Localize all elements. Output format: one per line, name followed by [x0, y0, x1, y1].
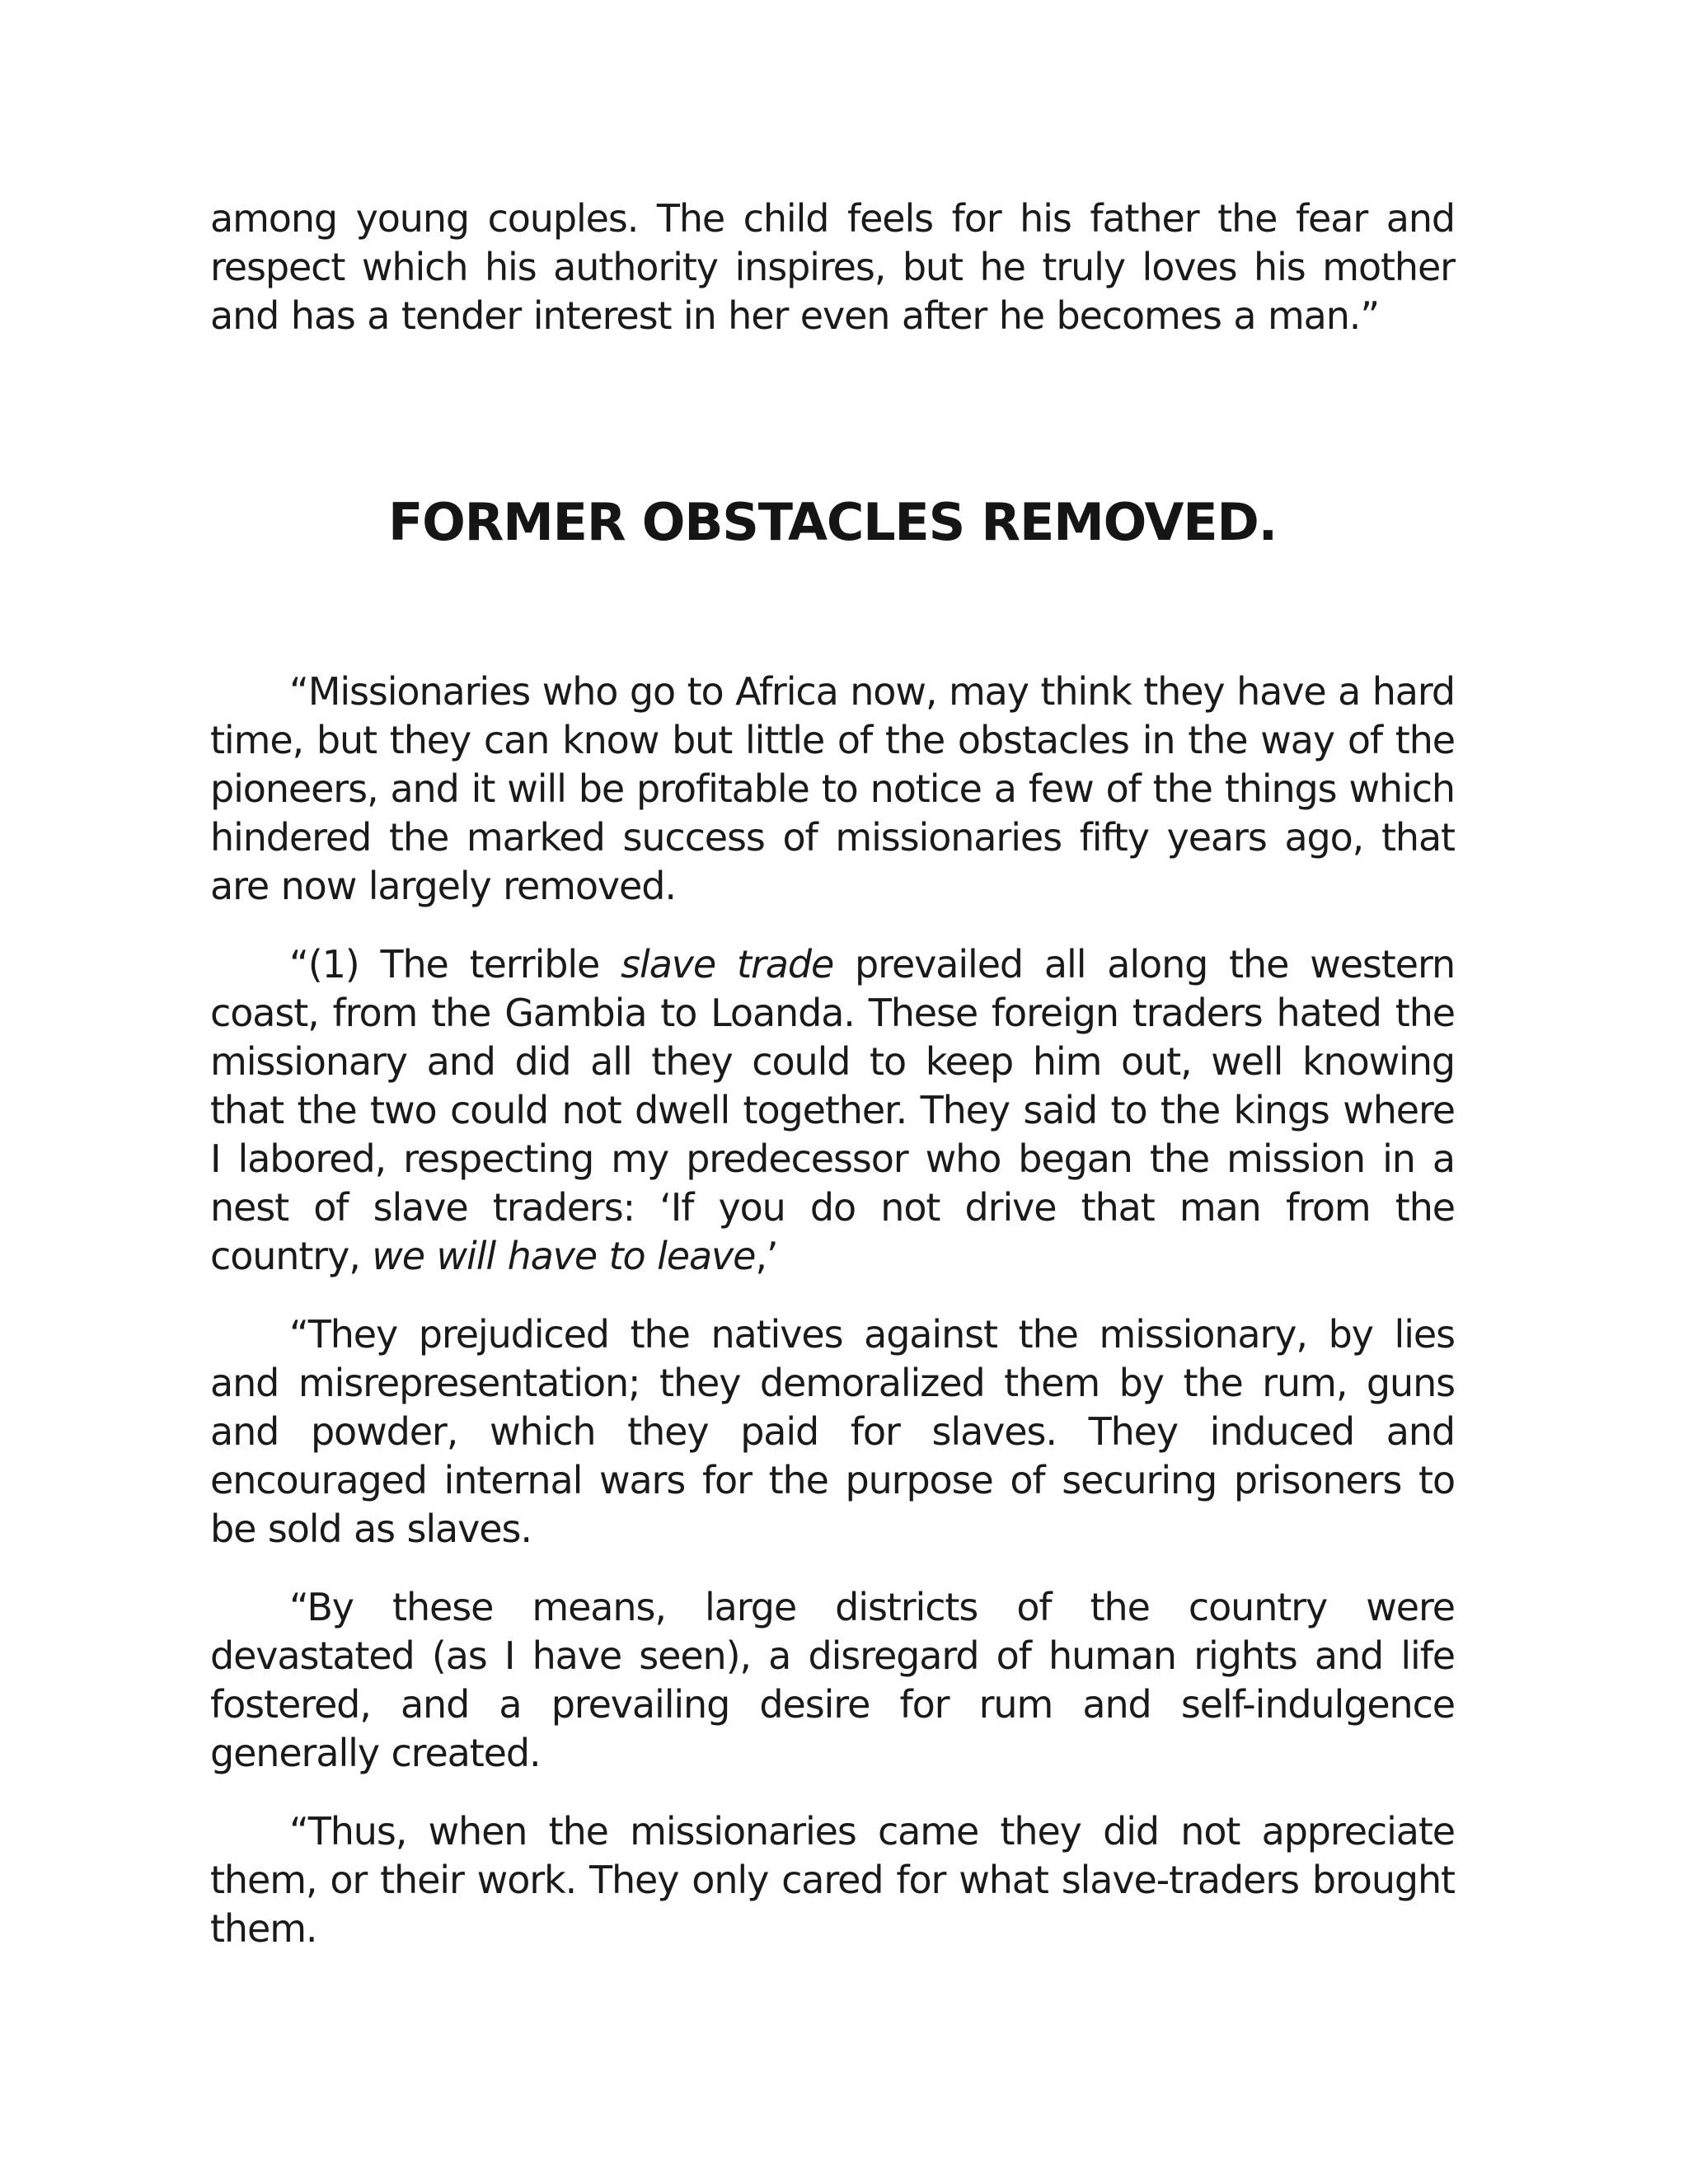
paragraph-2-text-c: prevailed all along the western coast, from the Gambia to Loanda. These foreign traders hated the missionary and did all they could to keep him out, well knowing that the two could not dwell together. They said to the kings where I labored, respecting my predecessor who began the mission in a nest of slave traders: ‘If you do not drive that man from the country,	[210, 942, 1455, 1278]
section-heading: FORMER OBSTACLES REMOVED.	[387, 492, 1278, 552]
paragraph-2-italic-leave: we will have to leave	[372, 1234, 756, 1278]
paragraph-2-text-a: “(1) The terrible	[289, 942, 621, 987]
spacer	[210, 1554, 1455, 1583]
spacer	[210, 340, 1455, 493]
paragraph-3: “They prejudiced the natives against the missionary, by lies and misrepresentation; they demoralized them by the rum, guns and powder, which they paid for slaves. They induced and encouraged internal wars for the purpose of securing prisoners to be sold as slaves.	[210, 1312, 1455, 1551]
paragraph-2-italic-slave-trade: slave trade	[621, 942, 834, 987]
page-content	[210, 194, 1455, 1953]
spacer	[210, 1778, 1455, 1807]
spacer	[210, 1281, 1455, 1310]
paragraph-2-text-e: ,’	[755, 1234, 778, 1278]
paragraph-4: “By these means, large districts of the country were devastated (as I have seen), a disregard of human rights and life fostered, and a prevailing desire for rum and self-indulgence generally created.	[210, 1585, 1455, 1775]
spacer	[210, 911, 1455, 940]
spacer	[210, 552, 1455, 668]
paragraph-1: “Missionaries who go to Africa now, may think they have a hard time, but they can know but little of the obstacles in the way of the pioneers, and it will be profitable to notice a few of the things which hindered the marked success of missionaries fifty years ago, that are now largely removed.	[210, 669, 1455, 908]
paragraph-2	[210, 940, 1455, 1281]
paragraph-5: “Thus, when the missionaries came they did not appreciate them, or their work. They only cared for what slave-traders brought them.	[210, 1809, 1455, 1951]
paragraph-continuation: among young couples. The child feels for his father the fear and respect which his authority inspires, but he truly loves his mother and has a tender interest in her even after he becomes a man.”	[210, 196, 1455, 338]
